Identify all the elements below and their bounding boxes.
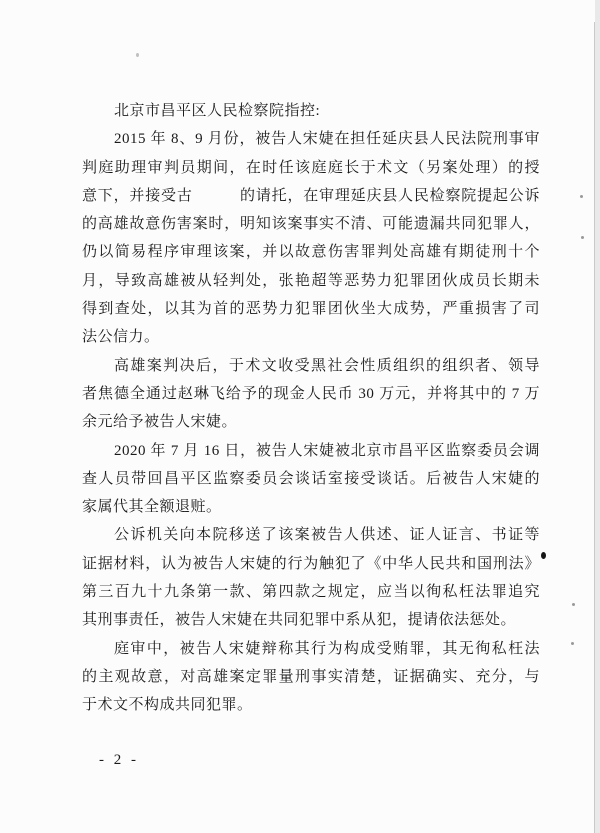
text-line: 于术文不构成共同犯罪。 [82,697,253,714]
text-line: 查人员带回昌平区监察委员会谈话室接受谈话。后被告人宋婕的 [82,470,540,487]
text-line: 的高雄故意伤害案时，明知该案事实不清、可能遗漏共同犯罪人， [82,216,540,233]
text-line: 家属代其全额退赃。 [82,499,222,516]
text-line: 法公信力。 [82,329,160,346]
scan-speck [541,552,546,559]
scan-edge-band-artifact [595,0,600,833]
scan-speck [136,53,139,57]
text-line: 的主观故意，对高雄案定罪量刑事实清楚，证据确实、充分，与 [82,668,540,685]
text-line: 公诉机关向本院移送了该案被告人供述、证人证言、书证等 [114,527,540,544]
text-line: 其刑事责任，被告人宋婕在共同犯罪中系从犯，提请依法惩处。 [82,612,517,629]
text-line: 月，导致高雄被从轻判处，张艳超等恶势力犯罪团伙成员长期未 [82,272,540,289]
text-line: 余元给予被告人宋婕。 [82,414,238,431]
text-line: 2020 年 7 月 16 日，被告人宋婕被北京市昌平区监察委员会调 [114,442,540,459]
page-number: - 2 - [99,752,139,768]
text-line: 判庭助理审判员期间，在时任该庭庭长于术文（另案处理）的授 [82,159,540,176]
scan-speck [580,195,583,198]
text-line: 2015 年 8、9 月份，被告人宋婕在担任延庆县人民法院刑事审 [114,131,540,148]
text-line: 得到查处，以其为首的恶势力犯罪团伙坐大成势，严重损害了司 [82,301,540,318]
text-line: 第三百九十九条第一款、第四款之规定，应当以徇私枉法罪追究 [82,584,540,601]
scan-speck [572,603,575,606]
text-line: 高雄案判决后，于术文收受黑社会性质组织的组织者、领导 [114,357,540,374]
scan-speck [571,642,574,645]
document-body [82,97,540,720]
text-line: 仍以简易程序审理该案，并以故意伤害罪判处高雄有期徒刑十个 [82,244,540,261]
scan-edge-line-artifact [594,22,595,833]
text-line: 北京市昌平区人民检察院指控: [114,103,321,119]
text-line: 证据材料，认为被告人宋婕的行为触犯了《中华人民共和国刑法》 [82,555,540,572]
scan-speck [581,236,584,239]
text-line: 庭审中，被告人宋婕辩称其行为构成受贿罪，其无徇私枉法 [114,640,540,657]
text-line: 者焦德全通过赵琳飞给予的现金人民币 30 万元，并将其中的 7 万 [82,385,540,402]
text-line: 意下，并接受古 的请托，在审理延庆县人民检察院提起公诉 [82,187,540,204]
